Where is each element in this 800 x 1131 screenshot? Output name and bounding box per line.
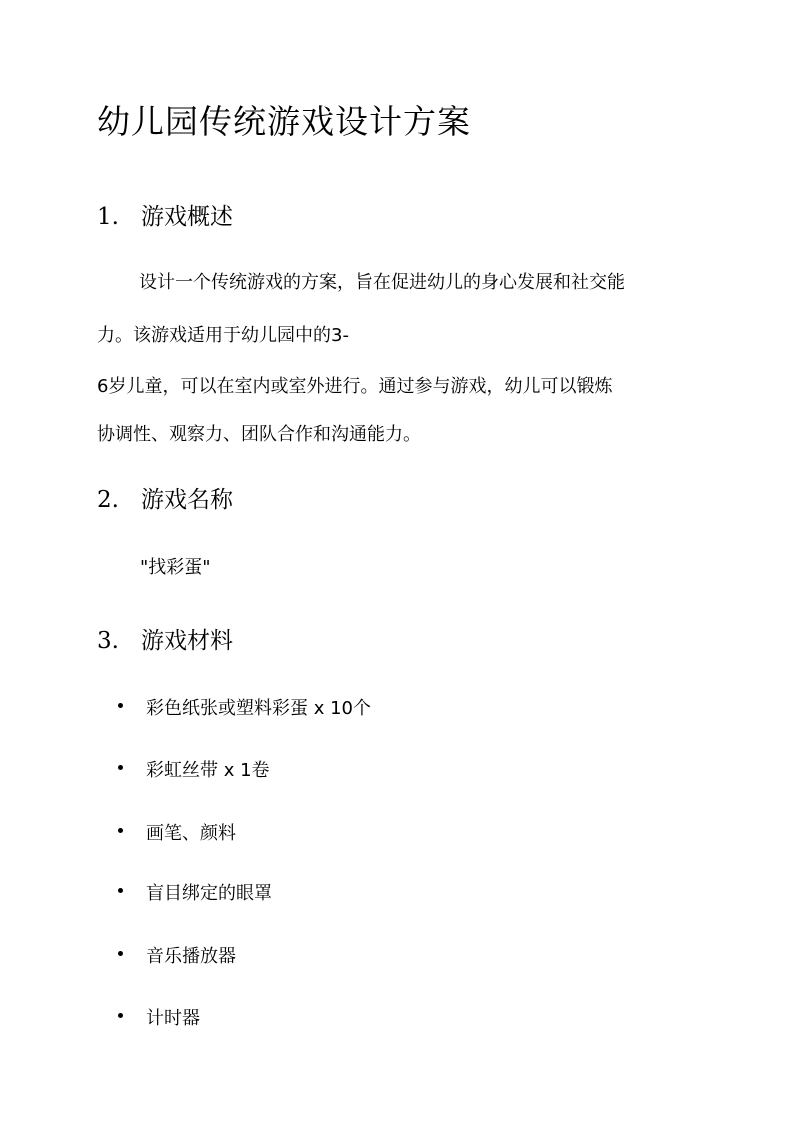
paragraph-line: 协调性、观察力、团队合作和沟通能力。 bbox=[97, 424, 421, 445]
bullet-icon bbox=[118, 703, 123, 708]
section-number: 2. bbox=[97, 487, 119, 513]
section-title: 游戏材料 bbox=[141, 628, 233, 654]
list-item-text: 盲目绑定的眼罩 bbox=[146, 883, 272, 904]
bullet-icon bbox=[118, 828, 123, 833]
bullet-icon bbox=[118, 1013, 123, 1018]
section-number: 3. bbox=[97, 628, 119, 654]
section-heading-overview bbox=[97, 198, 233, 231]
paragraph-line: 力。该游戏适用于幼儿园中的3- bbox=[97, 325, 349, 346]
list-item-text: 彩虹丝带 x 1卷 bbox=[146, 760, 270, 781]
list-item-text: 计时器 bbox=[146, 1008, 200, 1029]
section-title: 游戏概述 bbox=[141, 204, 233, 230]
section-title: 游戏名称 bbox=[141, 487, 233, 513]
paragraph-line: 6岁儿童，可以在室内或室外进行。通过参与游戏，幼儿可以锻炼 bbox=[97, 376, 613, 397]
list-item-text: 彩色纸张或塑料彩蛋 x 10个 bbox=[146, 698, 371, 719]
list-item-text: 画笔、颜料 bbox=[146, 823, 236, 844]
bullet-icon bbox=[118, 888, 123, 893]
game-name-text: "找彩蛋" bbox=[140, 557, 211, 578]
bullet-icon bbox=[118, 951, 123, 956]
section-heading-name bbox=[97, 481, 233, 514]
document-title: 幼儿园传统游戏设计方案 bbox=[97, 102, 471, 141]
section-number: 1. bbox=[97, 204, 119, 230]
section-heading-materials bbox=[97, 622, 233, 655]
list-item-text: 音乐播放器 bbox=[146, 946, 236, 967]
overview-paragraph bbox=[97, 268, 717, 445]
paragraph-line: 设计一个传统游戏的方案，旨在促进幼儿的身心发展和社交能 bbox=[139, 272, 625, 293]
bullet-icon bbox=[118, 765, 123, 770]
